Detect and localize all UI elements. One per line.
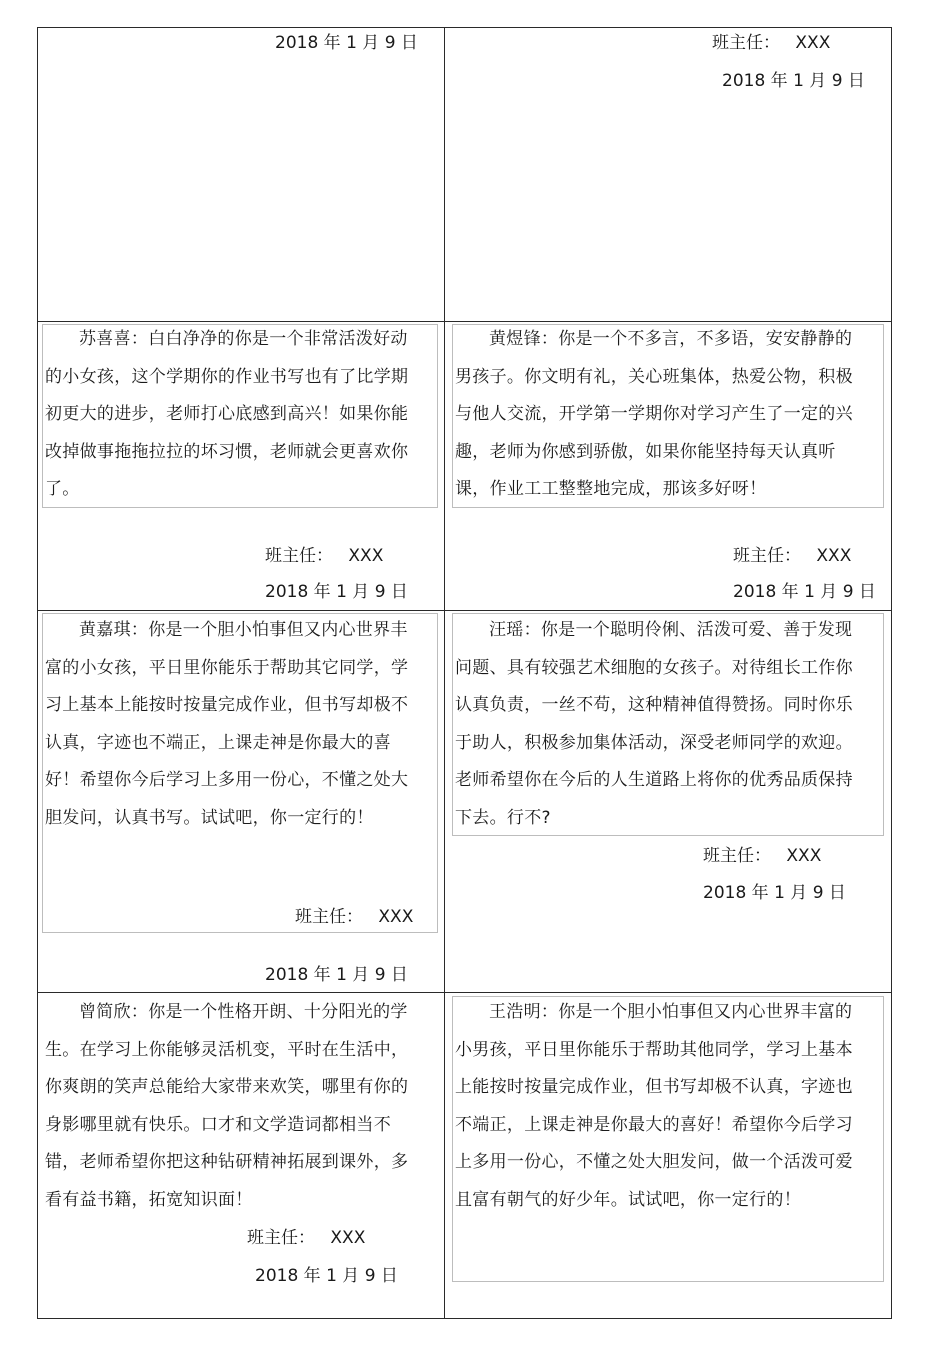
comment-text-5: 曾简欣：你是一个性格开朗、十分阳光的学生。在学习上你能够灵活机变，平时在生活中，你爽朗的笑声总能给大家带来欢笑，哪里有你的身影哪里就有快乐。口才和文学造词都相当不错，老师希望你把这种钻研精神拓展到课外，多看有益书籍，拓宽知识面！ [45, 1002, 409, 1210]
date-row0-right: 2018 年 1 月 9 日 [722, 71, 865, 91]
teacher-name: XXX [330, 1228, 366, 1248]
date-4: 2018 年 1 月 9 日 [703, 883, 846, 903]
signature-5 [247, 1228, 365, 1248]
signature-label: 班主任： [265, 546, 333, 566]
signature-label: 班主任： [247, 1228, 315, 1248]
signature-4 [703, 846, 821, 866]
signature-label: 班主任： [295, 907, 363, 927]
signature-row0-right [712, 33, 830, 53]
comment-text-4: 汪瑶：你是一个聪明伶俐、活泼可爱、善于发现问题、具有较强艺术细胞的女孩子。对待组长工作你认真负责，一丝不苟，这种精神值得赞扬。同时你乐于助人，积极参加集体活动，深受老师同学的欢迎。老师希望你在今后的人生道路上将你的优秀品质保持下去。行不? [455, 620, 853, 828]
signature-label: 班主任： [712, 33, 780, 53]
signature-label: 班主任： [703, 846, 771, 866]
comment-text-3: 黄嘉琪：你是一个胆小怕事但又内心世界丰富的小女孩，平日里你能乐于帮助其它同学，学习上基本上能按时按量完成作业，但书写却极不认真，字迹也不端正，上课走神是你最大的喜好！希望你今后学习上多用一份心，不懂之处大胆发问，认真书写。试试吧，你一定行的！ [45, 620, 409, 828]
comment-text-1: 苏喜喜：白白净净的你是一个非常活泼好动的小女孩，这个学期你的作业书写也有了比学期初更大的进步，老师打心底感到高兴！如果你能改掉做事拖拖拉拉的坏习惯，老师就会更喜欢你了。 [45, 329, 409, 499]
date-2: 2018 年 1 月 9 日 [733, 582, 876, 602]
table-border-right [891, 27, 892, 1319]
table-border-top [37, 27, 892, 28]
teacher-name: XXX [378, 907, 414, 927]
signature-2 [733, 546, 851, 566]
date-5: 2018 年 1 月 9 日 [255, 1266, 398, 1286]
date-1: 2018 年 1 月 9 日 [265, 582, 408, 602]
date-row0-left: 2018 年 1 月 9 日 [275, 33, 418, 53]
table-border-left [37, 27, 38, 1319]
teacher-name: XXX [816, 546, 852, 566]
signature-1 [265, 546, 383, 566]
signature-label: 班主任： [733, 546, 801, 566]
date-3: 2018 年 1 月 9 日 [265, 965, 408, 985]
comment-text-2: 黄煜锋：你是一个不多言，不多语，安安静静的男孩子。你文明有礼，关心班集体，热爱公物，积极与他人交流，开学第一学期你对学习产生了一定的兴趣，老师为你感到骄傲，如果你能坚持每天认真听课，作业工工整整地完成，那该多好呀！ [455, 329, 853, 499]
teacher-name: XXX [786, 846, 822, 866]
teacher-name: XXX [795, 33, 831, 53]
table-row-divider-2 [37, 610, 892, 611]
signature-3 [295, 907, 413, 927]
table-column-divider [444, 27, 445, 1319]
table-row-divider-3 [37, 992, 892, 993]
comment-text-6: 王浩明：你是一个胆小怕事但又内心世界丰富的小男孩，平日里你能乐于帮助其他同学，学习上基本上能按时按量完成作业，但书写却极不认真，字迹也不端正，上课走神是你最大的喜好！希望你今后学习上多用一份心，不懂之处大胆发问，做一个活泼可爱且富有朝气的好少年。试试吧，你一定行的！ [455, 1002, 853, 1210]
table-border-bottom [37, 1318, 892, 1319]
teacher-name: XXX [348, 546, 384, 566]
